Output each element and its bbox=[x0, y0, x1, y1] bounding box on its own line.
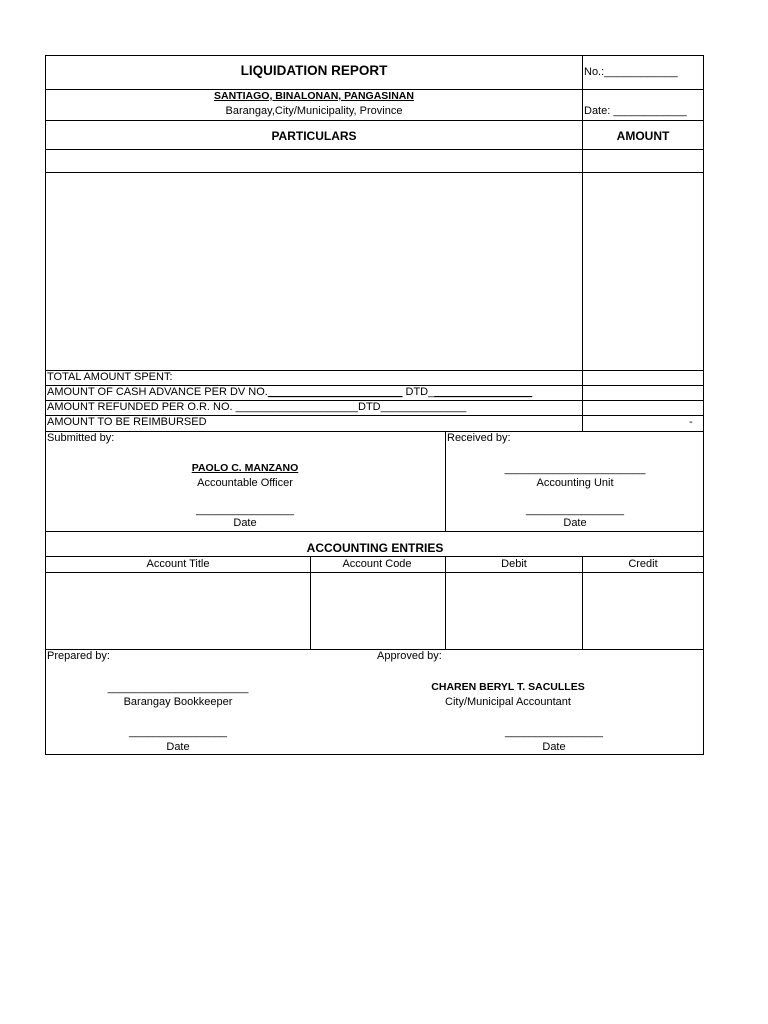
divider bbox=[46, 531, 703, 532]
prepared-by-name-line: _______________________ bbox=[107, 682, 249, 694]
report-title: LIQUIDATION REPORT bbox=[240, 63, 388, 78]
amount-reimbursed-label: AMOUNT TO BE REIMBURSED bbox=[47, 416, 207, 428]
submitted-by-name: PAOLO C. MANZANO bbox=[191, 462, 299, 474]
prepared-by-label: Prepared by: bbox=[47, 650, 110, 662]
received-by-label: Received by: bbox=[447, 432, 511, 444]
column-divider bbox=[310, 556, 311, 649]
submitted-by-role: Accountable Officer bbox=[197, 477, 293, 489]
approved-by-label: Approved by: bbox=[377, 650, 442, 662]
location-name: SANTIAGO, BINALONAN, PANGASINAN bbox=[214, 90, 414, 102]
particulars-header: PARTICULARS bbox=[271, 129, 357, 143]
approved-by-name: CHAREN BERYL T. SACULLES bbox=[431, 681, 585, 693]
prepared-date-line: ________________ bbox=[129, 726, 227, 738]
approved-date-line: ________________ bbox=[505, 726, 603, 738]
account-code-header: Account Code bbox=[342, 558, 412, 570]
received-by-role: Accounting Unit bbox=[536, 477, 614, 489]
received-date-line: ________________ bbox=[526, 504, 624, 516]
divider bbox=[46, 172, 703, 173]
column-divider bbox=[445, 556, 446, 649]
divider bbox=[46, 572, 703, 573]
total-amount-spent-label: TOTAL AMOUNT SPENT: bbox=[47, 371, 173, 383]
column-divider bbox=[582, 556, 583, 649]
divider bbox=[46, 556, 703, 557]
date-field: Date: ____________ bbox=[584, 105, 687, 117]
submitted-date-line: ________________ bbox=[196, 504, 294, 516]
approved-by-role: City/Municipal Accountant bbox=[445, 696, 571, 708]
report-number-field: No.:____________ bbox=[584, 66, 678, 78]
divider bbox=[46, 149, 703, 150]
account-title-header: Account Title bbox=[146, 558, 210, 570]
cash-advance-label: AMOUNT OF CASH ADVANCE PER DV NO.______________________ DTD_________________ bbox=[47, 386, 533, 398]
prepared-by-role: Barangay Bookkeeper bbox=[123, 696, 233, 708]
divider bbox=[46, 120, 703, 121]
approved-date-label: Date bbox=[542, 741, 566, 753]
location-caption: Barangay,City/Municipality, Province bbox=[225, 105, 403, 117]
accounting-entries-title: ACCOUNTING ENTRIES bbox=[306, 541, 444, 555]
submitted-date-label: Date bbox=[233, 517, 257, 529]
prepared-date-label: Date bbox=[166, 741, 190, 753]
debit-header: Debit bbox=[501, 558, 527, 570]
column-divider bbox=[582, 56, 583, 431]
divider bbox=[46, 649, 703, 650]
received-date-label: Date bbox=[563, 517, 587, 529]
amount-reimbursed-value: - bbox=[689, 416, 693, 428]
credit-header: Credit bbox=[628, 558, 658, 570]
amount-header: AMOUNT bbox=[616, 129, 670, 143]
amount-refunded-label: AMOUNT REFUNDED PER O.R. NO. ____________________DTD______________ bbox=[47, 401, 467, 413]
submitted-by-label: Submitted by: bbox=[47, 432, 115, 444]
column-divider bbox=[445, 431, 446, 531]
liquidation-report-form bbox=[45, 55, 704, 755]
divider bbox=[46, 431, 703, 432]
received-by-name-line: _______________________ bbox=[504, 463, 646, 475]
